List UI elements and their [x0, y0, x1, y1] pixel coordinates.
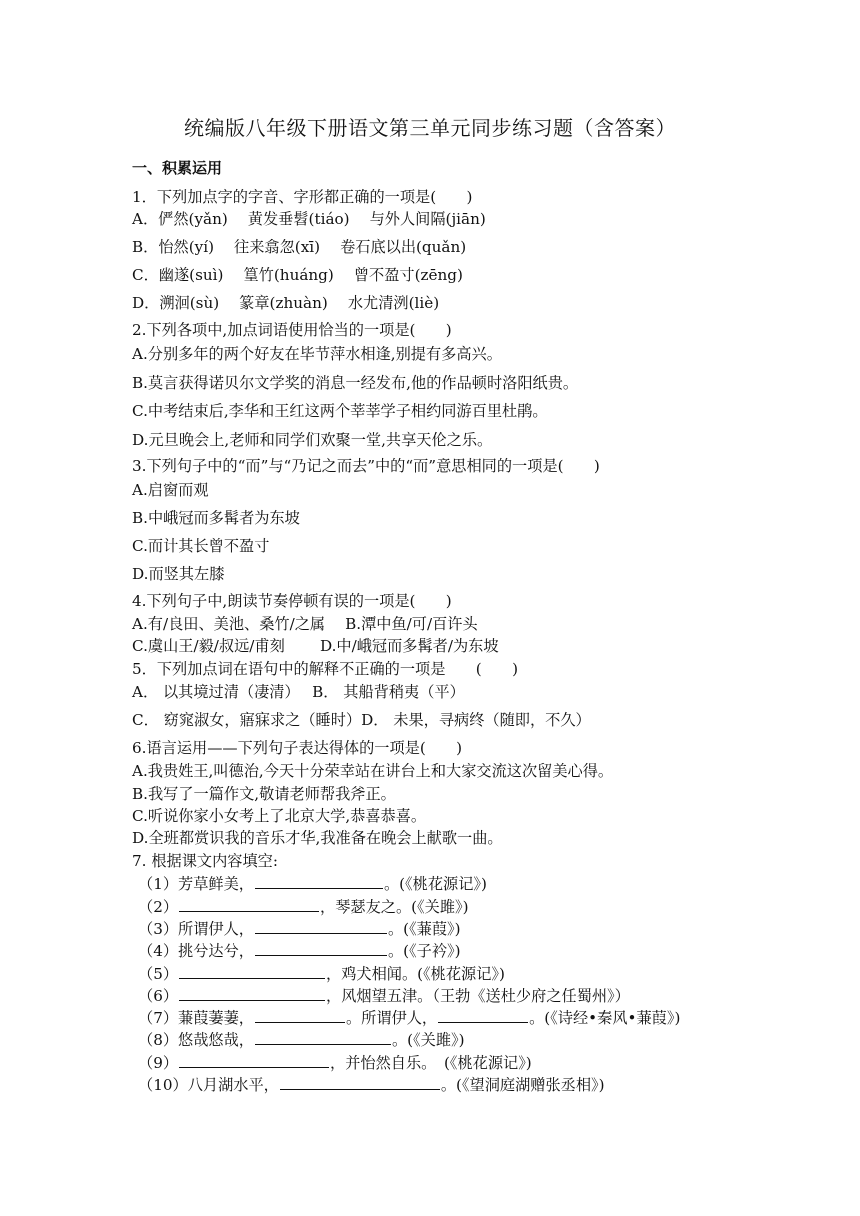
fill-text: ，琴瑟友之。(《关雎》): [320, 898, 469, 916]
fill-text: （3）所谓伊人，: [138, 920, 254, 938]
q1-option-a: A．俨然(yǎn) 黄发垂髫(tiáo) 与外人间隔(jiān): [132, 210, 486, 228]
fill-line-6: [138, 985, 630, 1006]
fill-text: 。(《桃花源记》): [383, 875, 487, 893]
q2-option-c: C.中考结束后,李华和王红这两个莘莘学子相约同游百里杜鹃。: [132, 402, 548, 420]
answer-blank[interactable]: [255, 918, 387, 934]
q6-option-d: D.全班都赏识我的音乐才华,我准备在晚会上献歌一曲。: [132, 829, 503, 847]
q2-option-d: D.元旦晚会上,老师和同学们欢聚一堂,共享天伦之乐。: [132, 431, 493, 449]
document-title: 统编版八年级下册语文第三单元同步练习题（含答案）: [184, 116, 676, 140]
fill-text: （4）挑兮达兮，: [138, 942, 254, 960]
fill-line-8: [138, 1029, 465, 1050]
q5-stem: 5．下列加点词在语句中的解释不正确的一项是 ( ): [132, 660, 519, 678]
q4-options-ab: A.有/良田、美池、桑竹/之属 B.潭中鱼/可/百许头: [132, 615, 478, 633]
fill-text: 。(《关雎》): [391, 1031, 465, 1049]
fill-line-3: [138, 918, 461, 939]
fill-text: 。(《诗经•秦风•蒹葭》): [529, 1009, 681, 1027]
q1-option-b: B．怡然(yí) 往来翕忽(xī) 卷石底以出(quǎn): [132, 238, 467, 256]
fill-text: ，风烟望五津。（王勃《送杜少府之任蜀州》）: [326, 987, 630, 1005]
fill-line-5: [138, 963, 505, 984]
q3-option-b: B.中峨冠而多髯者为东坡: [132, 509, 300, 527]
answer-blank[interactable]: [179, 963, 325, 979]
q2-option-b: B.莫言获得诺贝尔文学奖的消息一经发布,他的作品顿时洛阳纸贵。: [132, 374, 579, 392]
q3-option-d: D.而竖其左膝: [132, 565, 225, 583]
q1-option-d: D．溯洄(sù) 篆章(zhuàn) 水尤清洌(liè): [132, 294, 440, 312]
fill-text: 。所谓伊人，: [345, 1009, 438, 1027]
fill-line-9: [138, 1052, 532, 1073]
q5-options-cd: C． 窈窕淑女，寤寐求之（睡时）D． 未果，寻病终（随即，不久）: [132, 711, 591, 729]
q7-stem: 7. 根据课文内容填空:: [132, 852, 278, 870]
q1-stem: 1．下列加点字的字音、字形都正确的一项是( ): [132, 188, 473, 206]
fill-text: （5）: [138, 965, 179, 983]
q6-option-b: B.我写了一篇作文,敬请老师帮我斧正。: [132, 785, 396, 803]
q5-options-ab: A． 以其境过清（凄清） B． 其船背稍夷（平）: [132, 683, 465, 701]
fill-line-4: [138, 940, 461, 961]
q6-option-a: A.我贵姓王,叫德治,今天十分荣幸站在讲台上和大家交流这次留美心得。: [132, 762, 614, 780]
answer-blank[interactable]: [255, 940, 387, 956]
fill-text: 。(《子衿》): [387, 942, 461, 960]
fill-text: ，并怡然自乐。 (《桃花源记》): [330, 1054, 532, 1072]
fill-text: ，鸡犬相闻。(《桃花源记》): [326, 965, 505, 983]
q3-option-a: A.启窗而观: [132, 481, 209, 499]
q6-option-c: C.听说你家小女考上了北京大学,恭喜恭喜。: [132, 807, 427, 825]
answer-blank[interactable]: [438, 1007, 528, 1023]
fill-text: （8）悠哉悠哉，: [138, 1031, 254, 1049]
fill-line-1: [138, 873, 487, 894]
answer-blank[interactable]: [255, 1029, 391, 1045]
fill-line-10: [138, 1074, 605, 1095]
q4-options-cd: C.虞山王/毅/叔远/甫刻 D.中/峨冠而多髯者/为东坡: [132, 637, 499, 655]
fill-text: （2）: [138, 898, 179, 916]
fill-text: 。(《蒹葭》): [387, 920, 461, 938]
q3-option-c: C.而计其长曾不盈寸: [132, 537, 270, 555]
fill-text: （1）芳草鲜美，: [138, 875, 254, 893]
fill-text: 。(《望洞庭湖赠张丞相》): [440, 1076, 605, 1094]
answer-blank[interactable]: [179, 985, 325, 1001]
q6-stem: 6.语言运用——下列句子表达得体的一项是( ): [132, 739, 463, 757]
answer-blank[interactable]: [179, 896, 319, 912]
fill-line-2: [138, 896, 469, 917]
q2-stem: 2.下列各项中,加点词语使用恰当的一项是( ): [132, 321, 452, 339]
answer-blank[interactable]: [255, 1007, 345, 1023]
answer-blank[interactable]: [280, 1074, 440, 1090]
fill-line-7: [138, 1007, 680, 1028]
q1-option-c: C．幽遂(suì) 篁竹(huáng) 曾不盈寸(zēng): [132, 266, 463, 284]
q3-stem: 3.下列句子中的“而”与“乃记之而去”中的“而”意思相同的一项是( ): [132, 457, 600, 475]
q2-option-a: A.分别多年的两个好友在毕节萍水相逢,别提有多高兴。: [132, 345, 502, 363]
fill-text: （9）: [138, 1054, 179, 1072]
section-heading: 一、积累运用: [132, 159, 223, 177]
answer-blank[interactable]: [255, 873, 383, 889]
fill-text: （7）蒹葭萋萋，: [138, 1009, 254, 1027]
q4-stem: 4.下列句子中,朗读节奏停顿有误的一项是( ): [132, 592, 452, 610]
fill-text: （6）: [138, 987, 179, 1005]
fill-text: （10）八月湖水平，: [138, 1076, 279, 1094]
answer-blank[interactable]: [179, 1052, 329, 1068]
